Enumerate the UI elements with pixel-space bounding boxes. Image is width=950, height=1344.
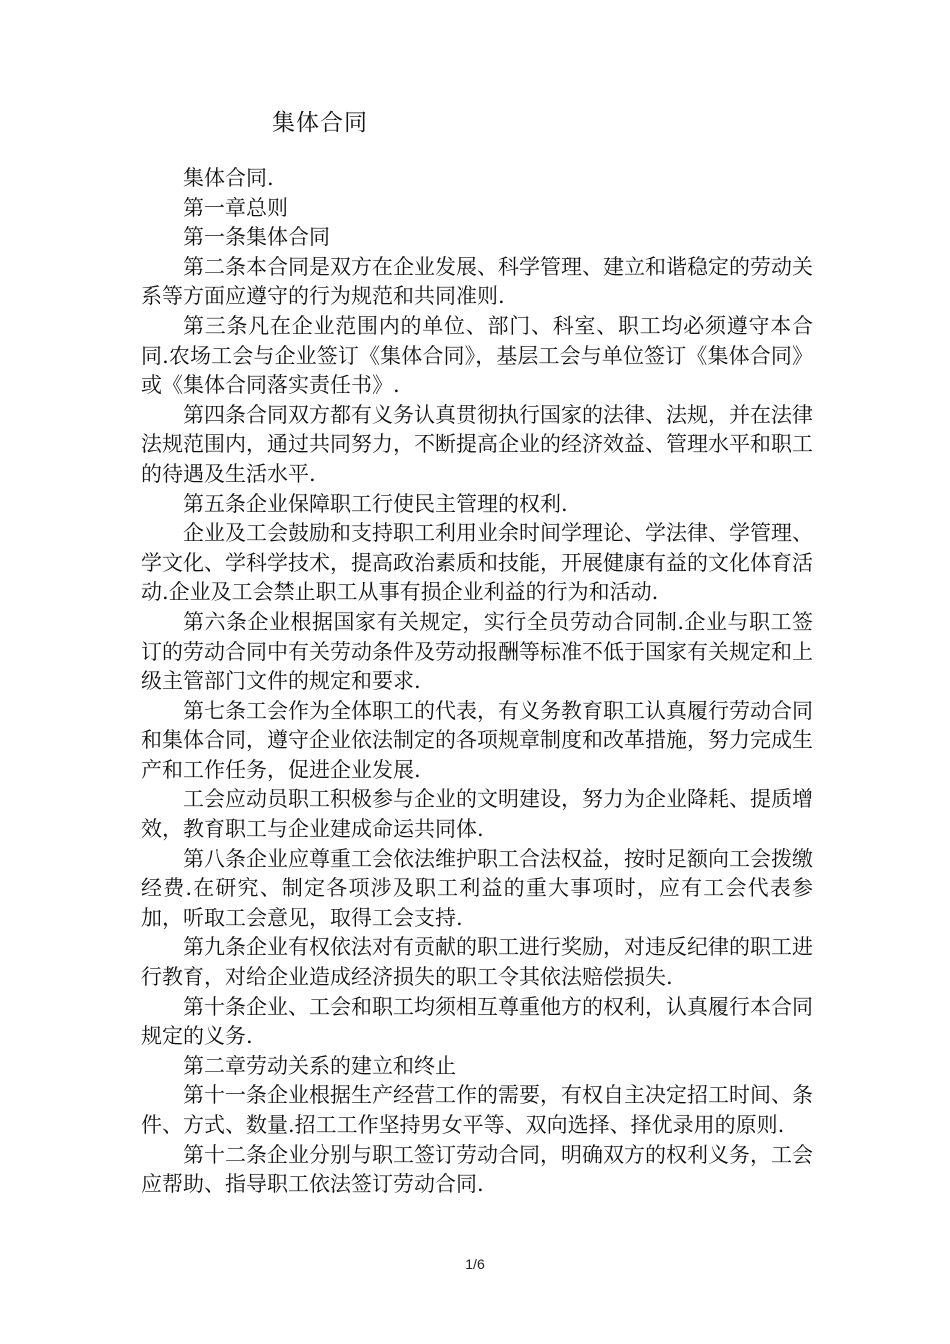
paragraph: 第十二条企业分别与职工签订劳动合同，明确双方的权利义务，工会应帮助、指导职工依法签订劳动合同. [141, 1142, 813, 1197]
paragraph: 第七条工会作为全体职工的代表，有义务教育职工认真履行劳动合同和集体合同，遵守企业依法制定的各项规章制度和改革措施，努力完成生产和工作任务，促进企业发展. [141, 698, 813, 782]
paragraph: 第五条企业保障职工行使民主管理的权利. [183, 491, 568, 516]
document-body [141, 164, 813, 1200]
paragraph: 集体合同. [183, 166, 274, 190]
paragraph: 第一条集体合同 [183, 225, 330, 250]
page-number: 1/6 [465, 1256, 485, 1272]
paragraph: 第一章总则 [183, 195, 288, 220]
paragraph: 企业及工会鼓励和支持职工利用业余时间学理论、学法律、学管理、学文化、学科学技术，提高政治素质和技能，开展健康有益的文化体育活动.企业及工会禁止职工从事有损企业利益的行为和活动. [141, 521, 813, 605]
document-title: 集体合同 [272, 110, 368, 136]
paragraph: 第八条企业应尊重工会依法维护职工合法权益，按时足额向工会拨缴经费.在研究、制定各项涉及职工利益的重大事项时，应有工会代表参加，听取工会意见，取得工会支持. [141, 846, 813, 930]
paragraph: 第二章劳动关系的建立和终止 [183, 1053, 456, 1078]
paragraph: 第二条本合同是双方在企业发展、科学管理、建立和谐稳定的劳动关系等方面应遵守的行为规范和共同准则. [141, 254, 813, 309]
paragraph: 第三条凡在企业范围内的单位、部门、科室、职工均必须遵守本合同.农场工会与企业签订《集体合同》，基层工会与单位签订《集体合同》或《集体合同落实责任书》. [141, 313, 813, 398]
paragraph: 第十一条企业根据生产经营工作的需要，有权自主决定招工时间、条件、方式、数量.招工工作坚持男女平等、双向选择、择优录用的原则. [141, 1083, 813, 1137]
paragraph: 第四条合同双方都有义务认真贯彻执行国家的法律、法规，并在法律法规范围内，通过共同努力，不断提高企业的经济效益、管理水平和职工的待遇及生活水平. [141, 402, 813, 486]
paragraph: 第六条企业根据国家有关规定，实行全员劳动合同制.企业与职工签订的劳动合同中有关劳动条件及劳动报酬等标准不低于国家有关规定和上级主管部门文件的规定和要求. [141, 609, 813, 694]
paragraph: 第十条企业、工会和职工均须相互尊重他方的权利，认真履行本合同规定的义务. [141, 994, 813, 1049]
paragraph: 工会应动员职工积极参与企业的文明建设，努力为企业降耗、提质增效，教育职工与企业建成命运共同体. [141, 787, 813, 842]
paragraph: 第九条企业有权依法对有贡献的职工进行奖励，对违反纪律的职工进行教育，对给企业造成经济损失的职工令其依法赔偿损失. [141, 935, 813, 990]
